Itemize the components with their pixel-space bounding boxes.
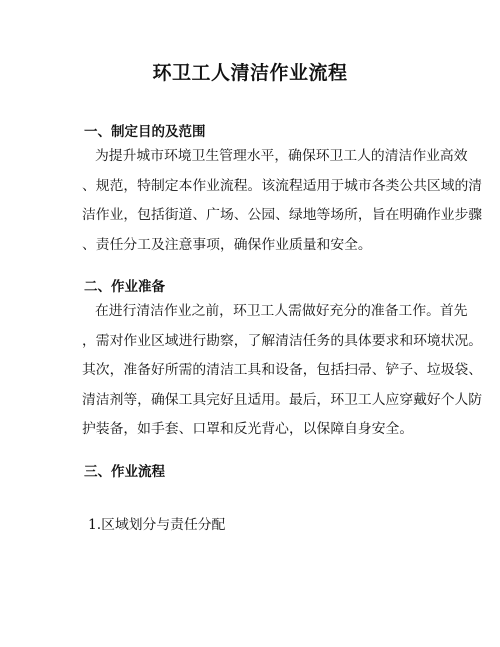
paragraph-line: 为提升城市环境卫生管理水平，确保环卫工人的清洁作业高效 [95, 148, 468, 164]
paragraph-line: 在进行清洁作业之前，环卫工人需做好充分的准备工作。首先 [95, 303, 468, 319]
section-heading-workflow: 三、作业流程 [84, 464, 165, 480]
paragraph-line: 、规范，特制定本作业流程。该流程适用于城市各类公共区域的清 [82, 177, 483, 194]
document-title: 环卫工人清洁作业流程 [152, 62, 348, 84]
section-heading-preparation: 二、作业准备 [84, 279, 165, 295]
paragraph-line: 其次，准备好所需的清洁工具和设备，包括扫帚、铲子、垃圾袋、 [82, 362, 483, 378]
paragraph-line: ，需对作业区域进行勘察，了解清洁任务的具体要求和环境状况。 [82, 332, 483, 349]
paragraph-line: 、责任分工及注意事项，确保作业质量和安全。 [82, 236, 372, 253]
paragraph-line: 护装备，如手套、口罩和反光背心，以保障自身安全。 [82, 421, 414, 437]
paragraph-line: 清洁剂等，确保工具完好且适用。最后，环卫工人应穿戴好个人防 [82, 391, 483, 408]
paragraph-line: 洁作业，包括街道、广场、公园、绿地等场所，旨在明确作业步骤 [82, 207, 483, 223]
section-heading-purpose-scope: 一、制定目的及范围 [84, 124, 206, 140]
section-paragraph-purpose-scope [82, 142, 483, 260]
subheading-area-division: 1.区域划分与责任分配 [88, 517, 226, 533]
section-paragraph-preparation [82, 297, 483, 445]
